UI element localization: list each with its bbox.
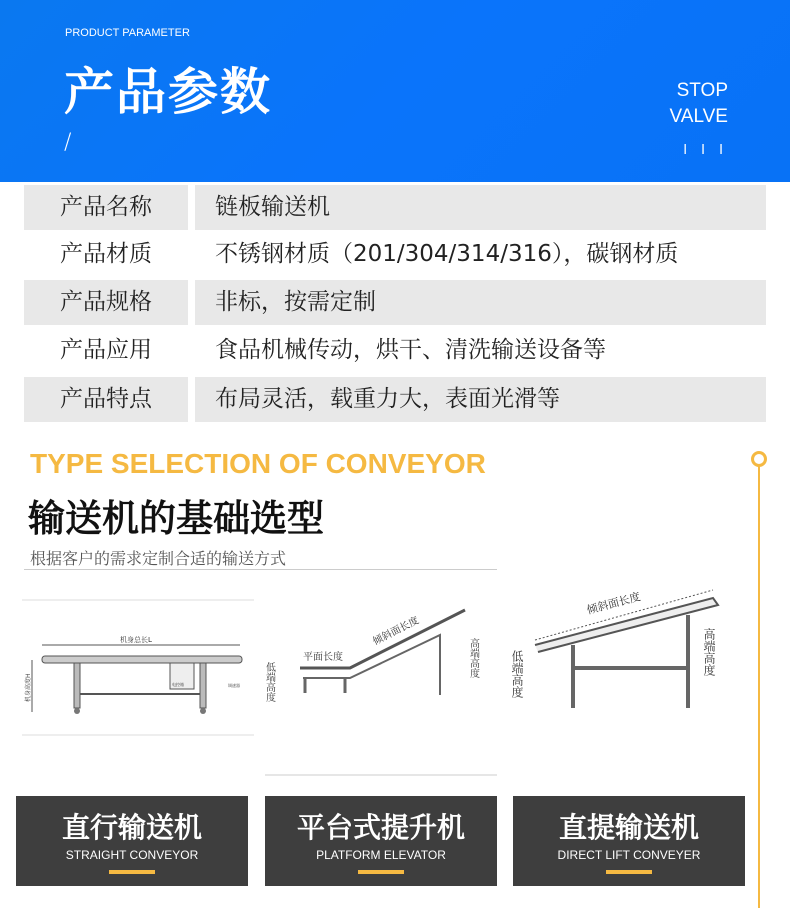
card-platform-elevator[interactable] xyxy=(265,796,497,886)
direct-lift-diagram xyxy=(510,590,745,775)
param-row xyxy=(24,280,766,325)
control-box-label: 电控箱 xyxy=(172,682,184,687)
param-row xyxy=(24,328,766,373)
high-height-label: 高端高度 xyxy=(702,628,716,676)
right-line-2: VALVE xyxy=(669,106,728,127)
header-right-text xyxy=(670,78,728,130)
right-line-1: STOP xyxy=(676,80,728,101)
card-subtitle: PLATFORM ELEVATOR xyxy=(316,848,446,862)
card-title: 直提输送机 xyxy=(558,811,699,844)
card-title: 平台式提升机 xyxy=(296,811,465,844)
param-label: 产品规格 xyxy=(24,280,188,325)
low-height-label: 低端高度 xyxy=(263,662,275,702)
section-title-en: TYPE SELECTION OF CONVEYOR xyxy=(30,448,486,479)
card-underline xyxy=(109,870,155,874)
param-row xyxy=(24,232,766,277)
param-value: 非标，按需定制 xyxy=(195,280,766,325)
height-label: 机身高度H xyxy=(25,673,32,702)
param-value: 链板输送机 xyxy=(195,185,766,230)
header-subtitle: PRODUCT PARAMETER xyxy=(65,27,190,39)
param-value: 不锈钢材质（201/304/314/316），碳钢材质 xyxy=(215,241,679,267)
incline-length-label: 倾斜面长度 xyxy=(371,615,421,648)
card-subtitle: STRAIGHT CONVEYOR xyxy=(65,848,199,862)
card-title: 直行输送机 xyxy=(61,811,202,844)
param-label: 产品名称 xyxy=(24,185,188,230)
param-label: 产品材质 xyxy=(60,241,152,267)
high-height-label: 高端高度 xyxy=(467,638,479,678)
speed-label: 调速器 xyxy=(228,683,240,688)
param-label: 产品应用 xyxy=(60,337,152,363)
param-value: 布局灵活，载重力大，表面光滑等 xyxy=(195,377,766,422)
page-title: 产品参数 xyxy=(64,63,272,121)
timeline-dot-icon xyxy=(751,451,767,467)
low-height-label: 低端高度 xyxy=(510,650,524,698)
platform-elevator-diagram xyxy=(265,590,497,775)
card-underline xyxy=(358,870,404,874)
divider xyxy=(24,569,497,570)
card-subtitle: DIRECT LIFT CONVEYER xyxy=(557,848,701,862)
card-underline xyxy=(606,870,652,874)
card-straight-conveyor[interactable] xyxy=(16,796,248,886)
param-value: 食品机械传动，烘干、清洗输送设备等 xyxy=(215,337,606,363)
param-label: 产品特点 xyxy=(24,377,188,422)
header-banner xyxy=(0,0,790,182)
section-subtitle: 根据客户的需求定制合适的输送方式 xyxy=(30,549,287,568)
card-direct-lift[interactable] xyxy=(513,796,745,886)
timeline-line xyxy=(758,466,760,908)
incline-length-label: 倾斜面长度 xyxy=(585,590,642,617)
slash-decoration: / xyxy=(64,130,72,155)
straight-conveyor-diagram xyxy=(22,590,254,775)
bars-decoration: I I I xyxy=(683,143,728,158)
param-row xyxy=(24,185,766,230)
length-label: 机身总长L xyxy=(120,636,152,644)
flat-length-label: 平面长度 xyxy=(303,652,343,663)
param-row xyxy=(24,377,766,422)
section-title-cn: 输送机的基础选型 xyxy=(28,497,324,540)
